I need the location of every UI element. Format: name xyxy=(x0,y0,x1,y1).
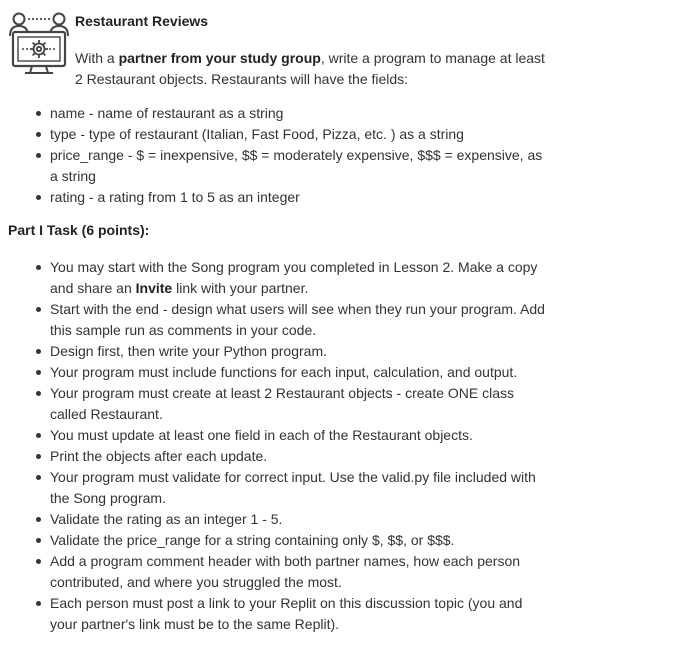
list-item: Each person must post a link to your Replit on this discussion topic (you and your partner's link must be to the same Replit). xyxy=(50,593,550,635)
list-item: Validate the price_range for a string containing only $, $$, or $$$. xyxy=(50,530,550,551)
list-item: Validate the rating as an integer 1 - 5. xyxy=(50,509,550,530)
list-item: price_range - $ = inexpensive, $$ = moderately expensive, $$$ = expensive, as a string xyxy=(50,145,550,187)
collaboration-settings-icon xyxy=(8,10,72,76)
intro-paragraph: With a partner from your study group, write a program to manage at least 2 Restaurant objects. Restaurants will have the fields: xyxy=(75,50,545,87)
list-item: You must update at least one field in each of the Restaurant objects. xyxy=(50,425,550,446)
list-item: type - type of restaurant (Italian, Fast Food, Pizza, etc. ) as a string xyxy=(50,124,550,145)
list-item: Your program must validate for correct input. Use the valid.py file included with the Song program. xyxy=(50,467,550,509)
list-item: Print the objects after each update. xyxy=(50,446,550,467)
list-item: name - name of restaurant as a string xyxy=(50,103,550,124)
section-heading: Part I Task (6 points): xyxy=(8,222,150,238)
task-list xyxy=(50,257,550,635)
list-item: You may start with the Song program you completed in Lesson 2. Make a copy and share an Invite link with your partner. xyxy=(50,257,550,299)
list-item: Design first, then write your Python program. xyxy=(50,341,550,362)
list-item: Your program must create at least 2 Restaurant objects - create ONE class called Restaurant. xyxy=(50,383,550,425)
invite-emphasis: Invite xyxy=(135,280,173,296)
list-item: rating - a rating from 1 to 5 as an integer xyxy=(50,187,550,208)
list-item: Your program must include functions for each input, calculation, and output. xyxy=(50,362,550,383)
assignment-header xyxy=(8,8,688,90)
field-list xyxy=(50,103,550,208)
list-item: Start with the end - design what users will see when they run your program. Add this sample run as comments in your code. xyxy=(50,299,550,341)
list-item: Add a program comment header with both partner names, how each person contributed, and where you struggled the most. xyxy=(50,551,550,593)
intro-emphasis: partner from your study group xyxy=(118,50,321,66)
page-title: Restaurant Reviews xyxy=(75,13,209,29)
